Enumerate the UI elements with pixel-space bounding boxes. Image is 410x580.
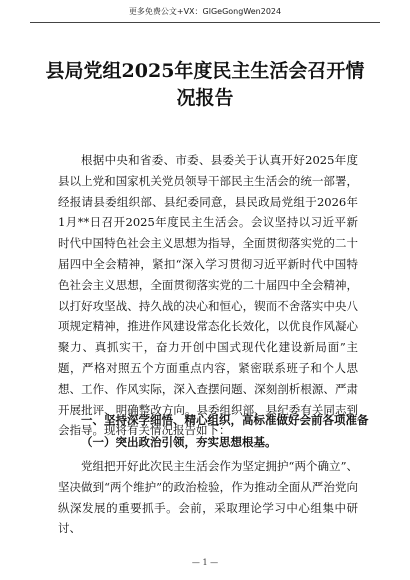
document-title: 县局党组2025年度民主生活会召开情况报告 — [45, 60, 365, 109]
header-note: 更多免费公文+VX：GlGeGongWen2024 — [128, 7, 282, 16]
page-number: — 1 — — [191, 558, 219, 567]
section-heading: 一、坚持深学细悟、精心组织，高标准做好会前各项准备 — [81, 413, 369, 427]
subsection-heading: （一）突出政治引领，夯实思想根基。 — [81, 435, 277, 449]
section-paragraph: 党组把开好此次民主生活会作为坚定拥护“两个确立”、坚决做到“两个维护”的政治检验，作为推动全面从严治党向纵深发展的重要抓手。会前，采取理论学习中心组集中研讨、 — [58, 459, 358, 536]
header-divider — [30, 22, 380, 23]
intro-paragraph: 根据中央和省委、市委、县委关于认真开好2025年度县以上党和国家机关党员领导干部民主生活会的统一部署，经报请县委组织部、县纪委同意，县民政局党组于2026年1月**日召开2025年度民主生活会。会议坚持以习近平新时代中国特色社会主义思想为指导，全面贯彻落实党的二十届四中全会精神，紧扣“深入学习贯彻习近平新时代中国特色社会主义思想，全面贯彻落实党的二十届四中全会精神，以打好攻坚战、持久战的决心和恒心，锲而不舍落实中央八项规定精神，推进作风建设常态化长效化，以优良作风凝心聚力、真抓实干，奋力开创中国式现代化建设新局面”主题，严格对照五个方面重点内容，紧密联系班子和个人思想、工作、作风实际，深入查摆问题、深刻剖析根源、严肃开展批评、明确整改方向。县委组织部、县纪委有关同志到会指导。现将有关情况报告如下： — [58, 153, 358, 438]
